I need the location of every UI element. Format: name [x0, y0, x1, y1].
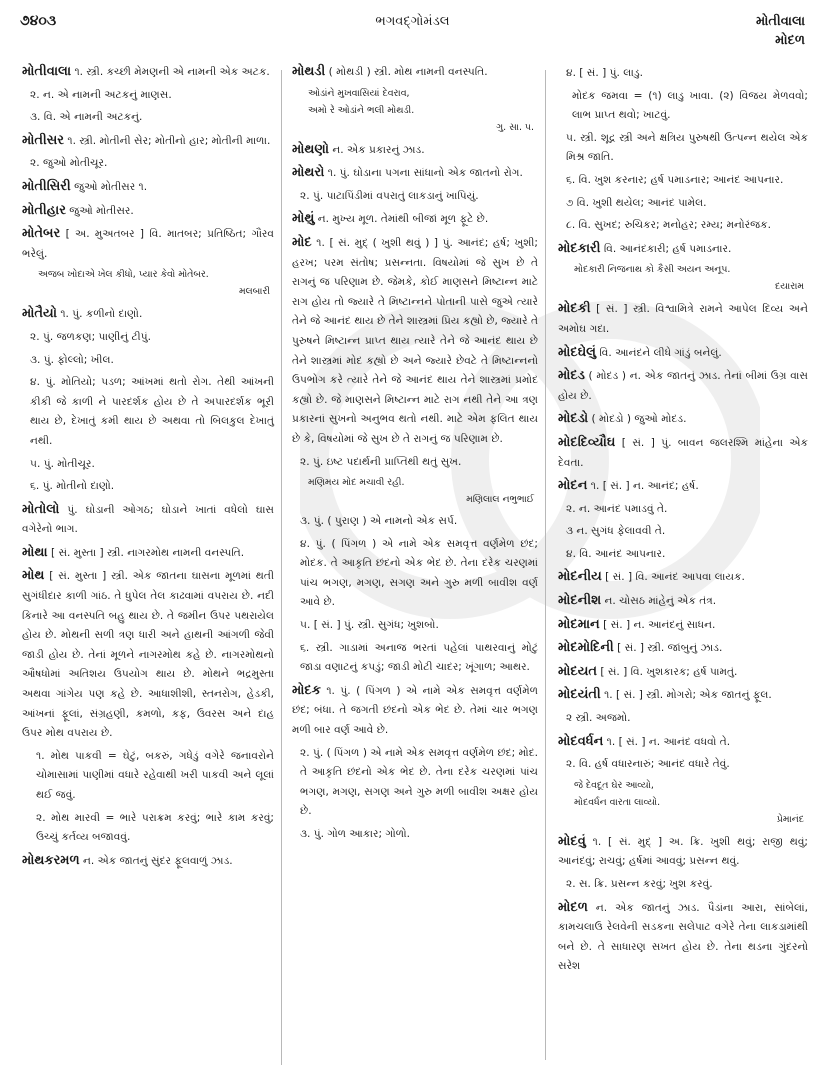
quotation-author: મણિલાલ નભુભાઈ — [466, 494, 534, 506]
sense: ૨. પું. જળકણ; પાણીનું ટીપું. — [30, 330, 151, 343]
sense: ૨. જુઓ મોતીચૂર. — [30, 157, 108, 170]
quotation-line: મણિમય મોદ મચાવી રહી. — [308, 477, 405, 489]
dictionary-entry — [558, 299, 808, 339]
sense: ૬. સ્ત્રી. ગાડામાં અનાજ ભરતાં પહેલાં પાથરવાનું મોટું જાડા વણાટનું કપડું; જાડી મોટી ચાદર; ખૂંગાળ; આથર. — [300, 641, 538, 674]
definition: પું. ઘોડાની ઓગઠ; ઘોડાને ખાતાં વધેલો ઘાસ વગેરેનો ભાગ. — [22, 503, 274, 536]
dictionary-entry — [558, 591, 808, 612]
column-2 — [292, 62, 538, 848]
definition: [ સં. ] સ્ત્રી. જાંબુનું ઝાડ. — [617, 642, 723, 655]
headword: મોદકી — [558, 301, 591, 317]
column-divider — [281, 70, 282, 1065]
headword: મોદયંતી — [558, 687, 601, 703]
definition: જુઓ મોતીસર ૧. — [74, 180, 148, 193]
dictionary-entry — [558, 567, 808, 588]
headword: મોદદિવ્યૌઘ — [558, 434, 616, 450]
sense: ૨. સ. ક્રિ. પ્રસન્ન કરવું; ખુશ કરવું. — [566, 878, 713, 890]
sense: ૮. વિ. સુખદ; રુચિકર; મનોહર; રમ્ય; મનોરંજક. — [566, 219, 771, 232]
dictionary-entry — [558, 685, 808, 706]
definition: [ સં. મુસ્તા ] સ્ત્રી. નાગરમોથ નામની વનસ્પતિ. — [50, 546, 245, 559]
quotation-line: મોદકારી નિજનાથ કો કૈસી અયન અનૂપ. — [574, 264, 731, 276]
idiom: ૨. મોથ મારવી = ભારે પરાક્રમ કરવું; ભારે કામ કરવું; ઉચ્ચું કર્તવ્ય બજાવવું. — [36, 811, 274, 844]
dictionary-entry — [292, 681, 538, 741]
dictionary-entry — [22, 177, 274, 198]
dictionary-entry — [558, 476, 808, 497]
sense: ૭ વિ. ખુશી થયેલ; આનંદ પામેલ. — [566, 196, 707, 209]
quotation-author: ગુ. સા. પ. — [496, 121, 534, 133]
headword: મોદ — [292, 234, 312, 250]
dictionary-entry — [22, 62, 274, 83]
dictionary-entry — [292, 163, 538, 184]
guide-words — [756, 12, 805, 50]
sense: ૪. વિ. આનંદ આપનાર. — [566, 547, 666, 560]
dictionary-entry — [22, 851, 274, 872]
definition: ન. મુખ્ય મૂળ. તેમાંથી બીજાં મૂળ ફૂટે છે. — [317, 213, 489, 226]
sense: ૪. પું. ( પિંગળ ) એ નામે એક સમવૃત્ત વર્ણમેળ છંદ; મોદક. તે આકૃતિ છંદનો એક ભેદ છે. તેના દરેક ચરણમાં પાંચ ભગણ, મગણ, સગણ અને ગુરુ મળી બાવીશ વર્ણ આવે છે. — [300, 537, 538, 609]
definition: ૧. પું. ( પિંગળ ) એ નામે એક સમવૃત્ત વર્ણમેળ છંદ; બંધા. તે જગતી છંદનો એક ભેદ છે. તેમાં ચાર ભગણ મળી બાર વર્ણ આવે છે. — [292, 684, 538, 737]
dictionary-entry — [22, 543, 274, 564]
column-3 — [558, 62, 808, 980]
headword: મોદનીય — [558, 569, 602, 585]
definition: [ અ. મુઅતબર ] વિ. માતબર; પ્રતિષ્ઠિત; ગૌરવ ભરેલું. — [22, 228, 274, 260]
dictionary-entry — [558, 898, 808, 977]
dictionary-entry — [558, 615, 808, 636]
headword: મોદળ — [558, 899, 588, 915]
column-divider — [545, 70, 546, 1060]
quotation-line: અજબ ખોદાએ ખેલ કીધો, પ્યાર કેવો મોતેબર. — [38, 269, 209, 281]
sense: ૨ સ્ત્રી. અજમો. — [566, 712, 631, 725]
headword: મોદડો — [558, 411, 589, 427]
sense: ૩. વિ. એ નામની અટકનું. — [30, 111, 143, 124]
headword: મોદવું — [558, 833, 586, 849]
headword: મોદડ — [558, 368, 585, 384]
headword: મોતેબર — [22, 226, 61, 242]
dictionary-entry — [22, 500, 274, 540]
dictionary-entry — [558, 638, 808, 659]
dictionary-entry — [558, 832, 808, 872]
headword: મોદયત — [558, 663, 597, 679]
headword: મોદમાન — [558, 616, 600, 632]
column-1 — [22, 62, 274, 874]
headword: મોથરો — [292, 165, 325, 181]
definition: જુઓ મોતીસર. — [69, 204, 134, 217]
headword: મોતીહાર — [22, 202, 66, 218]
quotation-line: ઓડાંને મુખવાસિયાં દેવરાવ, — [308, 87, 410, 99]
quotation-author: દયારામ — [775, 281, 804, 293]
definition: ( મોદડ ) ન. એક જાતનું ઝાડ. તેનાં બીમાં ઉગ્ર વાસ હોય છે. — [558, 370, 808, 402]
book-title: ભગવદ્ગોમંડલ — [375, 14, 450, 29]
sense: ૪. [ સં. ] પું. લાડુ. — [566, 67, 644, 79]
headword: મોથડી — [292, 64, 326, 79]
idiom: ૧. મોથ પાકવી = ઘેટું, બકરું, ગધેડું વગેરે જનાવરોને ચોમાસામાં પાણીમાં વધારે રહેવાથી ખરી પાકવી અને લૂલાં થઈ જવું. — [36, 749, 274, 801]
dictionary-entry — [558, 343, 808, 364]
sense: ૫. [ સં. ] પું. સ્ત્રી. સુગંધ; ખુશબો. — [300, 619, 439, 632]
definition: ( મોથડી ) સ્ત્રી. મોથ નામની વનસ્પતિ. — [328, 66, 488, 78]
headword: મોથા — [22, 544, 48, 560]
definition: વિ. આનંદકારી; હર્ષ પમાડનાર. — [603, 242, 732, 255]
headword: મોદનીશ — [558, 593, 602, 609]
sense: ૨. ન. એ નામની અટકનું માણસ. — [30, 88, 172, 101]
definition: ( મોદડો ) જુઓ મોદડ. — [591, 413, 687, 426]
definition: ૧. સ્ત્રી. કચ્છી મેમણની એ નામની એક અટક. — [74, 66, 270, 78]
sense: ૬. વિ. ખુશ કરનાર; હર્ષ પમાડનાર; આનંદ આપનાર. — [566, 173, 784, 186]
definition: ૧. [ સં. ] ન. આનંદ; હર્ષ. — [590, 480, 699, 493]
definition: ૧. પું. કળીનો દાણો. — [60, 308, 143, 321]
sense: ૫. સ્ત્રી. શૂદ્ર સ્ત્રી અને ક્ષત્રિય પુરુષથી ઉત્પન્ન થયેલ એક મિશ્ર જાતિ. — [566, 131, 808, 164]
page-number: ૭૪૦૩ — [20, 13, 57, 29]
definition: ન. એક જાતનું સુંદર ફૂલવાળું ઝાડ. — [83, 854, 233, 867]
quotation-author: પ્રેમાનંદ — [776, 813, 804, 825]
definition: ૧. [ સં. ] સ્ત્રી. મોગરો; એક જાતનું ફૂલ. — [604, 689, 772, 702]
sense: ૩. પું. ગોળ આકાર; ગોળો. — [300, 828, 411, 840]
quotation-line: જે દેવદૂત ઘેર આવ્યો, — [574, 779, 654, 791]
definition: ૧. [ સં. મુદ્ ( ખુશી થવું ) ] પું. આનંદ; હર્ષ; ખુશી; હરખ; પરમ સંતોષ; પ્રસન્નતા. વિષયોમાં જે સુખ છે તે રાગનું જ પરિણામ છે. જેમકે, કોઈ માણસને મિષ્ટાન્ન માટે રાગ હોય તો જ્યારે તે મિષ્ટાન્નને પોતાની પાસે જુએ ત્યારે તેને જે આનંદ થાય છે તેને શાસ્ત્રમાં પ્રિય કહ્યો છે, જ્યારે તે પુરુષને મિષ્ટાન્ન પ્રાપ્ત થાય ત્યારે તેને જે આનંદ થાય છે તેને શાસ્ત્રમાં મોદ કહ્યો છે અને જ્યારે છેવટે તે મિષ્ટાન્નનો ઉપભોગ કરે ત્યારે તેને જે આનંદ થાય તેને શાસ્ત્રમાં પ્રમોદ કહ્યો છે. જે માણસને મિષ્ટાન્ન માટે રાગ નથી તેને આ ત્રણ પ્રકારનાં સુખનો અનુભવ થતો નથી. માટે એમ ફલિત થાય છે કે, વિષયોમાં જે સુખ છે તે રાગનું જ પરિણામ છે. — [292, 236, 538, 445]
headword: મોતીસર — [22, 132, 65, 148]
headword: મોતીવાલા — [22, 64, 72, 79]
definition: વિ. આનંદને લીધે ગાંડું બનેલું. — [599, 346, 722, 359]
dictionary-entry — [22, 224, 274, 264]
sense: ૨. વિ. હર્ષ વધારનારું; આનંદ વધારે તેવું. — [566, 758, 730, 771]
headword: મોદક — [292, 682, 321, 698]
definition: ૧. સ્ત્રી. મોતીની સેર; મોતીનો હાર; મોતીની માળા. — [67, 134, 271, 147]
definition: [ સં. ] પું. બાવન જલરશ્મિ માંહેના એક દેવતા. — [558, 436, 808, 469]
headword: મોથ — [22, 568, 45, 584]
dictionary-entry — [558, 732, 808, 753]
definition: [ સં. ] સ્ત્રી. વિશ્વામિત્રે રામને આપેલ દિવ્ય અને અમોઘ ગદા. — [558, 303, 808, 335]
dictionary-entry — [22, 304, 274, 325]
definition: ન. એક પ્રકારનું ઝાડ. — [332, 143, 425, 156]
sense: ૨. ન. આનંદ પમાડવું તે. — [566, 502, 668, 515]
definition: ૧. પું. ઘોડાના પગના સાંધાનો એક જાતનો રોગ. — [327, 167, 523, 180]
idiom: મોદક જમવા = (૧) લાડુ ખાવા. (૨) વિજય મેળવવો; લાભ પ્રાપ્ત થવો; ખાટવું. — [572, 89, 808, 122]
sense: ૨. પું. ઇષ્ટ પદાર્થની પ્રાપ્તિથી થતું સુખ. — [300, 455, 462, 468]
headword: મોદમોદિની — [558, 640, 614, 656]
dictionary-entry — [22, 131, 274, 152]
page-header — [0, 0, 825, 60]
headword: મોથું — [292, 211, 315, 227]
dictionary-entry — [292, 209, 538, 230]
dictionary-entry — [292, 233, 538, 450]
sense: ૬. પું. મોતીનો દાણો. — [30, 480, 115, 493]
definition: [ સં. ] ન. આનંદનું સાધન. — [603, 618, 716, 631]
headword: મોદન — [558, 478, 588, 494]
headword: મોતોલો — [22, 501, 60, 517]
definition: ૧. [ સં. ] ન. આનંદ વધવો તે. — [606, 735, 731, 748]
definition: [ સં. મુસ્તા ] સ્ત્રી. એક જાતના ઘાસના મૂળમાં થતી સુગંધીદાર કાળી ગાંઠ. તે ધુપેલ તેલ કાઢવામાં વપરાય છે. નદી કિનારે આ વનસ્પતિ બહુ થાય છે. તે જમીન ઉપર પથરાયેલ હોય છે. મોથની સળી ત્રણ ધારી અને હાથની આંગળી જેવી જાડી હોય છે. તેનાં મૂળને નાગરમોથ કહે છે. નાગરમોથનો ઔષધોમાં અતિશય ઉપયોગ થાય છે. મોથને ભદ્રમુસ્તા અથવા ગાંગેય પણ કહે છે. આધાશીશી, સ્તનરોગ, હેડકી, આંખનાં ફૂલાં, સંગ્રહણી, કમળો, કફ, ઉવરસ અને દાહ ઉપર મોથ વપરાય છે. — [22, 570, 274, 740]
sense: ૪. પું. મોતિયો; પડળ; આંખમાં થતો રોગ. તેથી આંખની કીકી જે કાળી ને પારદર્શક હોય છે તે અપારદર્શક ભૂરી થાય છે, દેખાતું કમી થાય છે અથવા તો બિલકુલ દેખાતું નથી. — [30, 376, 274, 447]
definition: ન. એક જાતનું ઝાડ. પૈડાંના આરા, સાંબેલાં, કામચલાઉ રેલવેની સડકના સલેપાટ વગેરે તેના લાકડામાંથી બને છે. તે સાધારણ સખત હોય છે. તેના થડના ગુંદરનો સરેશ — [558, 901, 808, 973]
headword: મોદકારી — [558, 240, 601, 256]
dictionary-entry — [558, 662, 808, 683]
quotation-author: મલબારી — [238, 286, 270, 298]
sense: ૩. પું. ફોલ્લો; ખીલ. — [30, 353, 114, 366]
dictionary-entry — [292, 62, 538, 83]
sense: ૨. પું. પાટાપિંડીમાં વપરાતું લાકડાનું ખાપિયું. — [300, 189, 479, 202]
dictionary-entry — [558, 239, 808, 260]
headword: મોથણો — [292, 141, 329, 157]
definition: [ સં. ] વિ. ખુશકારક; હર્ષ પામતું. — [600, 665, 738, 678]
quotation-line: મોદવર્ધન વારતા લાવ્યો. — [574, 796, 661, 808]
headword: મોદવર્ધન — [558, 733, 604, 749]
dictionary-entry — [22, 201, 274, 222]
sense: ૩. પું. ( પુરાણ ) એ નામનો એક સર્પ. — [300, 515, 458, 528]
dictionary-entry — [558, 409, 808, 430]
sense: ૨. પું. ( પિંગળ ) એ નામે એક સમવૃત્ત વર્ણમેળ છંદ; મોદ. તે આકૃતિ છંદનો એક ભેદ છે. તેના દરેક ચરણમાં પાંચ ભગણ, મગણ, સગણ અને ગુરુ મળી બાવીશ અક્ષર હોય છે. — [300, 746, 538, 818]
dictionary-entry — [558, 433, 808, 473]
definition: ન. ચોસઠ માંહેનું એક તંત્ર. — [604, 595, 717, 608]
definition: [ સં. ] વિ. આનંદ આપવા લાયક. — [605, 571, 745, 584]
headword: મોદઘેલું — [558, 344, 597, 360]
quotation-line: અમો રે ઓડાંને ભલી મોથડી. — [308, 104, 415, 116]
guide-word-first: મોતીવાલા — [755, 14, 805, 29]
sense: ૩ ન. સુગંધ ફેલાવવી તે. — [566, 525, 666, 538]
guide-word-last: મોદળ — [775, 33, 805, 48]
headword: મોથકરમળ — [22, 852, 80, 868]
headword: મોતૈયો — [22, 306, 57, 322]
dictionary-entry — [558, 366, 808, 406]
headword: મોતીસિરી — [22, 178, 71, 194]
dictionary-entry — [292, 140, 538, 161]
definition: ૧. [ સં. મુદ્ ] અ. ક્રિ. ખુશી થવું; રાજી થવું; આનંદવું; રાચવું; હર્ષમાં આવવું; પ્રસન્ન થવું. — [558, 835, 808, 868]
sense: ૫. પું. મોતીચૂર. — [30, 457, 95, 470]
dictionary-entry — [22, 566, 274, 743]
